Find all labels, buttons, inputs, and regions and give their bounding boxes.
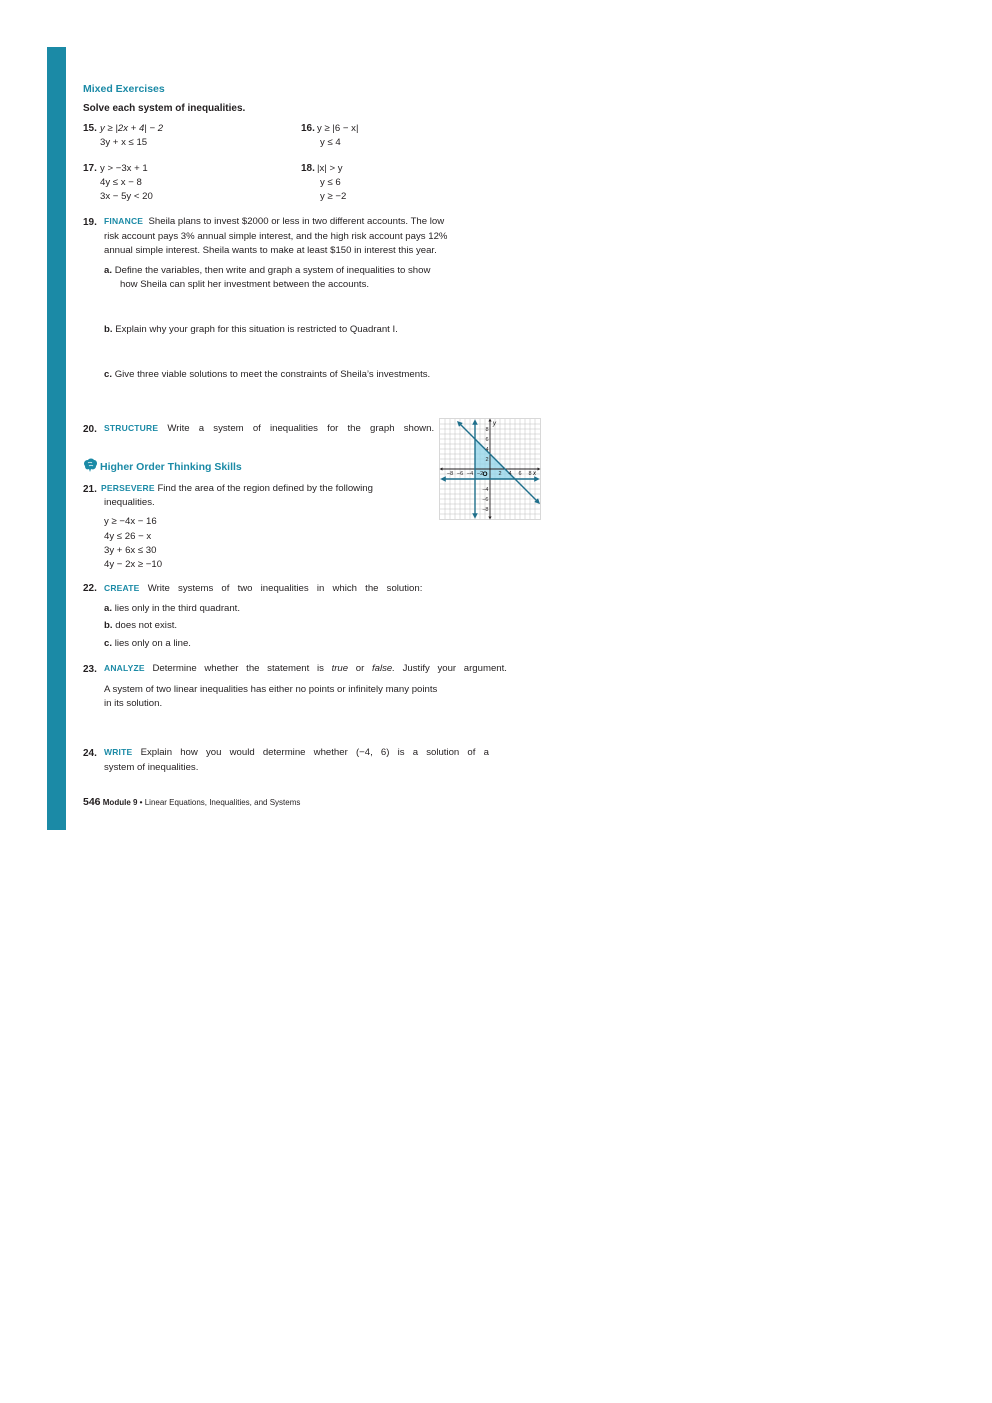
problem-19-number: 19. — [83, 217, 97, 228]
y-tick-label: 4 — [485, 447, 489, 453]
problem-22-text: Write systems of two inequalities in which the solution: — [147, 583, 423, 594]
problem-19b-text: Explain why your graph for this situation is restricted to Quadrant I. — [115, 324, 398, 335]
problem-19a-label: a. — [104, 265, 113, 276]
problem-18-line2: y ≤ 6 — [320, 177, 341, 188]
problem-22a — [104, 604, 240, 614]
problem-19-line2: risk account pays 3% annual simple interest, and the high risk account pays 12% — [104, 231, 448, 242]
problem-19a-line1: Define the variables, then write and graph a system of inequalities to show — [114, 265, 431, 276]
problem-17-number: 17. — [83, 163, 97, 174]
problem-22b-text: does not exist. — [115, 620, 178, 631]
problem-20-line — [104, 424, 439, 434]
footer-module: Module 9 — [102, 798, 138, 807]
problem-20-number: 20. — [83, 424, 97, 435]
footer-bullet: • — [139, 798, 143, 807]
problem-16-line2: y ≤ 4 — [320, 137, 341, 148]
problem-22c-text: lies only on a line. — [114, 638, 191, 649]
problem-16-number: 16. — [301, 123, 315, 134]
problem-23-line1: A system of two linear inequalities has either no points or infinitely many points — [104, 684, 438, 695]
problem-19c-text: Give three viable solutions to meet the constraints of Sheila’s investments. — [114, 369, 431, 380]
problem-23-number: 23. — [83, 664, 97, 675]
problem-23-line2: in its solution. — [104, 698, 163, 709]
y-tick-label: −6 — [482, 497, 489, 503]
y-tick-label: 8 — [485, 427, 489, 433]
problem-23-word-true: true — [331, 663, 349, 674]
problem-22-line — [104, 584, 422, 594]
x-tick-label: 8 — [528, 471, 532, 477]
problem-22a-text: lies only in the third quadrant. — [114, 603, 241, 614]
origin-label: O — [482, 471, 488, 478]
problem-21-line1 — [101, 484, 373, 494]
brain-icon — [83, 458, 98, 472]
problem-23-word-or: or — [355, 663, 365, 674]
problem-16-line1: y ≥ |6 − x| — [317, 123, 359, 134]
page-number: 546 — [83, 796, 101, 808]
problem-23-line — [104, 664, 507, 674]
problem-19-text1: Sheila plans to invest $2000 or less in two different accounts. The low — [148, 216, 445, 227]
problem-15-line1: y ≥ |2x + 4| − 2 — [100, 123, 164, 134]
problem-22-number: 22. — [83, 583, 97, 594]
problem-20-tag: STRUCTURE — [104, 423, 159, 433]
problem-19-tag: FINANCE — [104, 216, 144, 226]
problem-21-ineq4: 4y − 2x ≥ −10 — [104, 559, 163, 570]
problem-15-number: 15. — [83, 123, 97, 134]
x-tick-label: 2 — [498, 471, 502, 477]
problem-23-text-pre: Determine whether the statement is — [152, 663, 324, 674]
problem-19b — [104, 325, 398, 335]
problem-22b — [104, 621, 177, 631]
boundary-line-diagonal — [456, 423, 538, 502]
problem-24-tag: WRITE — [104, 747, 133, 757]
problem-22b-label: b. — [104, 620, 113, 631]
page-footer — [83, 797, 300, 808]
y-axis-label: y — [493, 421, 496, 427]
problem-24-line2: system of inequalities. — [104, 762, 199, 773]
problem-18-number: 18. — [301, 163, 315, 174]
y-tick-label: −4 — [482, 487, 489, 493]
x-tick-label: −2 — [476, 471, 484, 477]
problem-23-word-false: false. — [371, 663, 395, 674]
problem-21-ineq1: y ≥ −4x − 16 — [104, 516, 157, 527]
problem-19b-label: b. — [104, 324, 113, 335]
problem-21-ineq3: 3y + 6x ≤ 30 — [104, 545, 157, 556]
y-tick-label: 2 — [485, 457, 489, 463]
problem-18-line3: y ≥ −2 — [320, 191, 347, 202]
inequality-graph — [439, 418, 541, 520]
problem-21-text1: Find the area of the region defined by the following — [157, 483, 373, 494]
x-tick-label: 6 — [518, 471, 522, 477]
problem-22a-label: a. — [104, 603, 113, 614]
problem-21-line2: inequalities. — [104, 497, 155, 508]
problem-17-line1: y > −3x + 1 — [100, 163, 148, 174]
problem-24-line — [104, 748, 489, 758]
y-tick-label: −8 — [482, 507, 489, 513]
problem-21-number: 21. — [83, 484, 97, 495]
problem-19a — [104, 266, 430, 276]
problem-22c — [104, 639, 191, 649]
problem-19c — [104, 370, 430, 380]
problem-23-tag: ANALYZE — [104, 663, 145, 673]
problem-17-line3: 3x − 5y < 20 — [100, 191, 153, 202]
problem-17-line2: 4y ≤ x − 8 — [100, 177, 142, 188]
problem-15-line2: 3y + x ≤ 15 — [100, 137, 148, 148]
problem-22c-label: c. — [104, 638, 113, 649]
problem-19c-label: c. — [104, 369, 113, 380]
problem-24-number: 24. — [83, 748, 97, 759]
instruction: Solve each system of inequalities. — [83, 103, 246, 114]
x-axis-label: x — [533, 471, 536, 477]
x-tick-label: −8 — [446, 471, 454, 477]
problem-21-tag: PERSEVERE — [101, 483, 155, 493]
problem-18-line1: |x| > y — [317, 163, 343, 174]
problem-19-line3: annual simple interest. Sheila wants to make at least $150 in interest this year. — [104, 245, 437, 256]
x-tick-label: 4 — [508, 471, 512, 477]
footer-title: Linear Equations, Inequalities, and Systems — [144, 798, 301, 807]
problem-21-ineq2: 4y ≤ 26 − x — [104, 531, 152, 542]
side-color-bar — [47, 47, 66, 830]
x-tick-label: −6 — [456, 471, 464, 477]
problem-22-tag: CREATE — [104, 583, 140, 593]
y-tick-label: 6 — [485, 437, 489, 443]
problem-20-text: Write a system of inequalities for the graph shown. — [167, 423, 435, 434]
problem-19-line1 — [104, 217, 535, 227]
x-tick-label: −4 — [466, 471, 474, 477]
hots-title: Higher Order Thinking Skills — [100, 461, 242, 473]
section-title: Mixed Exercises — [83, 83, 165, 95]
problem-24-text1: Explain how you would determine whether (−4, 6) is a solution of a — [140, 747, 489, 758]
problem-19a-line2: how Sheila can split her investment between the accounts. — [120, 279, 370, 290]
problem-23-text-post: Justify your argument. — [402, 663, 507, 674]
